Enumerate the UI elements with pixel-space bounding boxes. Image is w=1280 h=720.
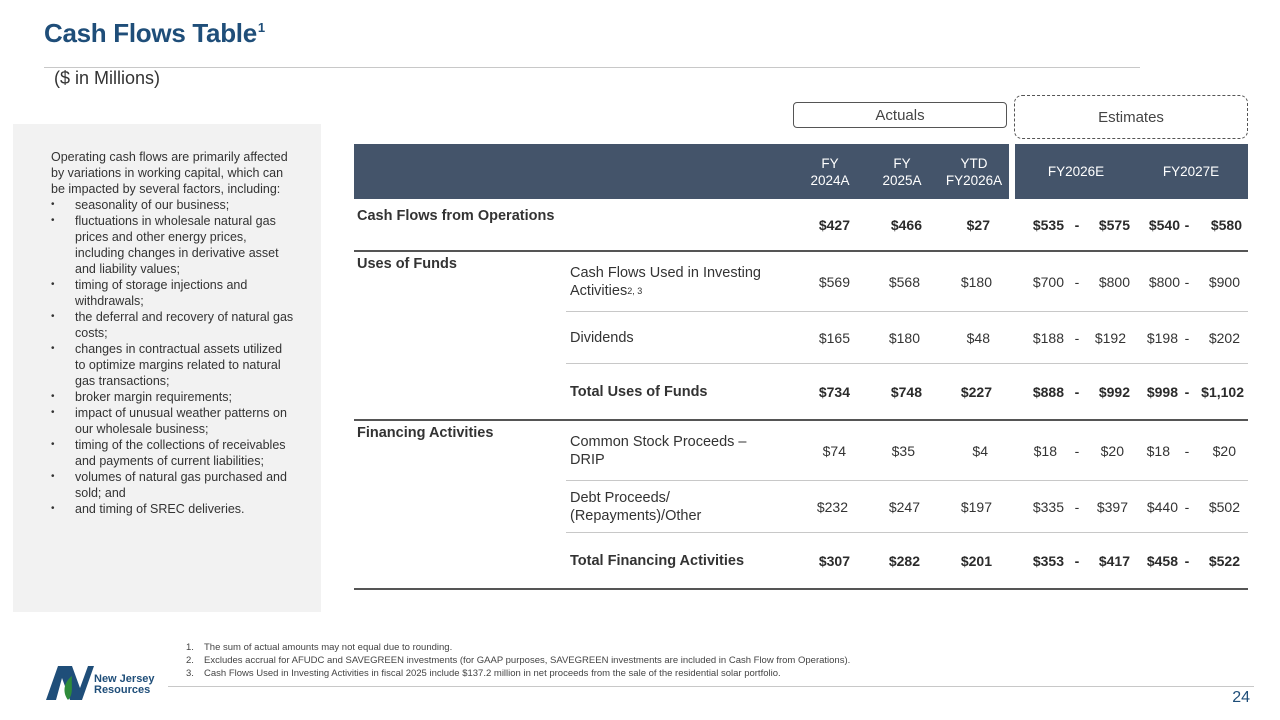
total-uses-ytd: $227 [960, 383, 992, 400]
total-uses-e27-high: $1,102 [1201, 383, 1244, 400]
cfo-ytd: $27 [966, 217, 990, 233]
col-header-ytd2026-line2: FY2026A [945, 172, 1003, 188]
investing-e26-low: $700 [1032, 273, 1064, 290]
section-financing-activities: Financing Activities [357, 425, 494, 441]
col-header-fy2024-line1: FY [821, 155, 839, 171]
actuals-group-label: Actuals [793, 102, 1007, 128]
list-item: • changes in contractual assets utilized to optimize margins related to natural gas transactions; [51, 341, 295, 389]
dividends-e26-low: $188 [1032, 329, 1064, 346]
footnote-number: 2. [186, 655, 194, 666]
footer-divider [168, 686, 1254, 687]
footnote-number: 3. [186, 668, 194, 679]
section-uses-of-funds: Uses of Funds [357, 256, 457, 272]
col-header-fy2024-line2: 2024A [810, 172, 850, 188]
row-label-cfo: Cash Flows from Operations [357, 208, 555, 224]
dividends-e26-dash: - [1074, 329, 1080, 346]
debt-e27-high: $502 [1208, 498, 1240, 515]
list-item: • impact of unusual weather patterns on our wholesale business; [51, 405, 295, 437]
col-header-fy2027e: FY2027E [1162, 164, 1220, 179]
dividends-fy2025: $180 [888, 329, 920, 346]
total-financing-ytd: $201 [960, 552, 992, 569]
debt-e26-low: $335 [1032, 498, 1064, 515]
col-header-fy2026e: FY2026E [1047, 164, 1105, 179]
page-number: 24 [1232, 689, 1250, 706]
cfo-e27-dash: - [1184, 217, 1190, 233]
dividends-ytd: $48 [966, 329, 990, 346]
drip-e27-low: $18 [1146, 442, 1170, 459]
footnote-number: 1. [186, 642, 194, 653]
investing-e26-dash: - [1074, 273, 1080, 290]
logo-wordmark [94, 674, 155, 696]
total-financing-fy2025: $282 [888, 552, 920, 569]
dividends-e27-high: $202 [1208, 329, 1240, 346]
total-uses-e26-dash: - [1074, 383, 1080, 400]
operating-cash-flow-sidebar [13, 124, 321, 612]
col-header-fy2025 [872, 144, 932, 199]
total-financing-e26-high: $417 [1098, 552, 1130, 569]
cfo-e27-high: $580 [1210, 217, 1242, 233]
col-header-fy2024 [800, 144, 860, 199]
drip-fy2025: $35 [891, 442, 915, 459]
col-header-fy2025-line1: FY [893, 155, 911, 171]
table-header [354, 144, 1248, 199]
logo-line-2: Resources [94, 684, 151, 696]
debt-e27-low: $440 [1146, 498, 1178, 515]
drip-e27-dash: - [1184, 442, 1190, 459]
investing-fy2025: $568 [888, 273, 920, 290]
debt-fy2024: $232 [816, 498, 848, 515]
row-label-debt: Debt Proceeds/ (Repayments)/Other [570, 489, 702, 524]
cfo-e26-low: $535 [1032, 217, 1064, 233]
investing-e26-high: $800 [1098, 273, 1130, 290]
investing-e27-high: $900 [1208, 273, 1240, 290]
list-item: • and timing of SREC deliveries. [51, 501, 295, 517]
total-uses-fy2025: $748 [890, 383, 922, 400]
total-financing-e26-dash: - [1074, 552, 1080, 569]
dividends-e27-dash: - [1184, 329, 1190, 346]
footnote-text: Excludes accrual for AFUDC and SAVEGREEN investments (for GAAP purposes, SAVEGREEN investments are included in Cash Flow from Operations). [204, 655, 851, 666]
investing-e27-low: $800 [1148, 273, 1180, 290]
total-uses-e26-high: $992 [1098, 383, 1130, 400]
cfo-e26-high: $575 [1098, 217, 1130, 233]
cfo-fy2025: $466 [890, 217, 922, 233]
total-financing-e27-high: $522 [1208, 552, 1240, 569]
list-item: • the deferral and recovery of natural gas costs; [51, 309, 295, 341]
title-footnote-ref: 1 [257, 20, 265, 35]
total-financing-e27-dash: - [1184, 552, 1190, 569]
investing-fy2024: $569 [818, 273, 850, 290]
list-item: • timing of the collections of receivables and payments of current liabilities; [51, 437, 295, 469]
investing-e27-dash: - [1184, 273, 1190, 290]
total-uses-e26-low: $888 [1032, 383, 1064, 400]
col-header-ytd2026 [940, 144, 1008, 199]
footnote-item [186, 667, 850, 680]
footnote-text: Cash Flows Used in Investing Activities in fiscal 2025 include $137.2 million in net proceeds from the sale of the residential solar portfolio. [204, 668, 781, 679]
list-item: • fluctuations in wholesale natural gas prices and other energy prices, including changes in derivative asset and liability values; [51, 213, 295, 277]
col-header-fy2025-line2: 2025A [882, 172, 922, 188]
sidebar-intro: Operating cash flows are primarily affected by variations in working capital, which can be impacted by several factors, including: [51, 150, 288, 196]
title-divider [44, 67, 1140, 68]
row-label-investing [570, 252, 790, 311]
page-title [44, 18, 265, 49]
debt-fy2025: $247 [888, 498, 920, 515]
drip-e26-high: $20 [1100, 442, 1124, 459]
row-label-total-uses: Total Uses of Funds [570, 383, 708, 400]
list-item: • seasonality of our business; [51, 197, 295, 213]
drip-ytd: $4 [972, 442, 988, 459]
debt-ytd: $197 [960, 498, 992, 515]
drip-e26-low: $18 [1033, 442, 1057, 459]
estimates-group-label: Estimates [1014, 95, 1248, 139]
dividends-e27-low: $198 [1146, 329, 1178, 346]
debt-e26-high: $397 [1096, 498, 1128, 515]
page-title-text: Cash Flows Table [44, 18, 257, 48]
total-uses-e27-low: $998 [1146, 383, 1178, 400]
drip-e27-high: $20 [1212, 442, 1236, 459]
footnote-text: The sum of actual amounts may not equal due to rounding. [204, 642, 453, 653]
debt-e27-dash: - [1184, 498, 1190, 515]
investing-ytd: $180 [960, 273, 992, 290]
header-gap [1009, 144, 1015, 199]
total-financing-e27-low: $458 [1146, 552, 1178, 569]
footnote-item [186, 654, 850, 667]
total-financing-fy2024: $307 [818, 552, 850, 569]
total-financing-e26-low: $353 [1032, 552, 1064, 569]
footnote-item [186, 641, 850, 654]
cfo-fy2024: $427 [818, 217, 850, 233]
footnotes [186, 641, 850, 680]
list-item: • timing of storage injections and withdrawals; [51, 277, 295, 309]
dividends-e26-high: $192 [1094, 329, 1126, 346]
debt-e26-dash: - [1074, 498, 1080, 515]
list-item: • volumes of natural gas purchased and sold; and [51, 469, 295, 501]
row-label-total-financing: Total Financing Activities [570, 552, 745, 569]
col-header-ytd2026-line1: YTD [960, 155, 988, 171]
drip-fy2024: $74 [822, 442, 846, 459]
dividends-fy2024: $165 [818, 329, 850, 346]
sidebar-factor-list [51, 197, 295, 517]
divider-total-financing [354, 588, 1248, 590]
drip-e26-dash: - [1074, 442, 1080, 459]
cfo-e27-low: $540 [1148, 217, 1180, 233]
investing-footnote-ref: 2, 3 [627, 285, 643, 296]
row-label-drip: Common Stock Proceeds – DRIP [570, 433, 747, 468]
list-item: • broker margin requirements; [51, 389, 295, 405]
total-uses-fy2024: $734 [818, 383, 850, 400]
total-uses-e27-dash: - [1184, 383, 1190, 400]
logo-line-1: New Jersey [94, 673, 155, 685]
units-subtitle: ($ in Millions) [54, 68, 161, 88]
row-label-dividends: Dividends [570, 329, 634, 346]
cfo-e26-dash: - [1074, 217, 1080, 233]
investing-label-text: Cash Flows Used in Investing Activities [570, 264, 761, 299]
